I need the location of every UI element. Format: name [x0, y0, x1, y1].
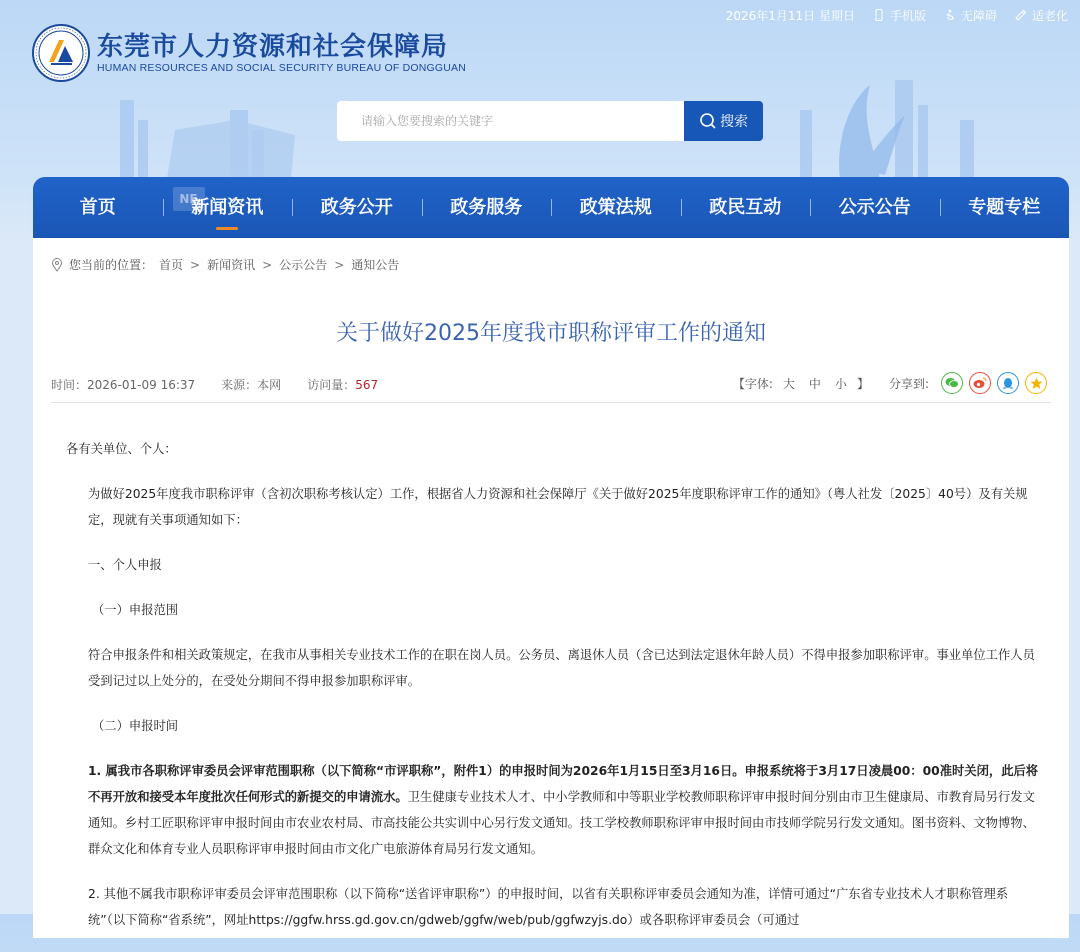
- font-medium-button[interactable]: 中: [808, 376, 821, 391]
- search-input[interactable]: [337, 101, 684, 141]
- share-label: 分享到:: [888, 376, 929, 391]
- share-wechat-button[interactable]: [941, 372, 963, 394]
- wechat-icon: [945, 377, 959, 389]
- publish-time-label: 时间：: [51, 378, 88, 392]
- nav-item-gov-affairs-open[interactable]: [292, 177, 422, 238]
- nav-label: 首页: [79, 197, 116, 218]
- breadcrumb-news[interactable]: 新闻资讯: [207, 258, 256, 272]
- search-icon: [699, 112, 717, 130]
- site-title-en: HUMAN RESOURCES AND SOCIAL SECURITY BUREAU OF DONGGUAN: [97, 61, 467, 74]
- accessibility-icon: [944, 9, 956, 21]
- breadcrumb-prefix: 您当前的位置：: [69, 258, 154, 272]
- article-source: [221, 376, 281, 393]
- article-meta: [51, 376, 378, 393]
- elderly-mode-link[interactable]: [1015, 7, 1068, 24]
- publish-time-value: 2026-01-09 16:37: [87, 378, 196, 392]
- schedule-paragraph-1-bold: 1. 属我市各职称评审委员会评审范围职称（以下简称“市评职称”，附件1）的申报时间为2026年1月15日至3月16日。申报系统将于3月17日凌晨00：00准时关闭，此后将不再开放和接受本年度批次任何形式的新提交的申请流水。: [88, 764, 1039, 804]
- section-heading: 一、个人申报: [88, 558, 162, 572]
- breadcrumb-separator: >: [190, 257, 201, 272]
- breadcrumb-separator: >: [334, 257, 345, 272]
- mobile-version-link[interactable]: [873, 7, 926, 24]
- nav-item-interaction[interactable]: [681, 177, 811, 238]
- schedule-paragraph-1: [66, 758, 1041, 862]
- weibo-icon: [973, 377, 987, 389]
- content-card: [33, 238, 1069, 938]
- search-button[interactable]: [684, 101, 763, 141]
- main-nav: [33, 177, 1069, 238]
- nav-label: 新闻资讯: [191, 197, 264, 218]
- article-tools: [733, 372, 1047, 394]
- breadcrumb-notices[interactable]: 通知公告: [351, 258, 400, 272]
- site-title-cn: 东莞市人力资源和社会保障局: [97, 31, 449, 62]
- location-pin-icon: [51, 258, 63, 272]
- elderly-mode-label: 适老化: [1031, 8, 1068, 23]
- bureau-emblem-icon: [32, 24, 90, 82]
- source-value: 本网: [257, 378, 282, 392]
- schedule-paragraph-1-rest: 卫生健康专业技术人才、中小学教师和中等职业学校教师职称评审申报时间分别由市卫生健康局、市教育局另行发文通知。乡村工匠职称评审申报时间由市农业农村局、市高技能公共实训中心另行发文通知。技工学校教师职称评审申报时间由市技师学院另行发文通知。图书资料、文物博物、群众文化和体育专业人员职称评审申报时间由市文化广电旅游体育局另行发文通知。: [88, 790, 1035, 856]
- font-size-close: 】: [856, 376, 869, 391]
- subsection-heading: （二）申报时间: [92, 719, 179, 733]
- search-button-label: 搜索: [720, 114, 748, 130]
- schedule-paragraph-2: 2. 其他不属我市职称评审委员会评审范围职称（以下简称“送省评审职称”）的申报时间，以省有关职称评审委员会通知为准，详情可通过“广东省专业技术人才职称管理系统”（以下简称“省系统”，网址https://ggfw.hrss.gd.gov.cn/gdweb/ggfw/web/pub/ggfwzyjs.do）或各职称评审委员会（可通过: [88, 887, 1009, 927]
- breadcrumb-announcements[interactable]: 公示公告: [279, 258, 328, 272]
- source-label: 来源：: [221, 378, 258, 392]
- article-body: [66, 436, 1041, 952]
- nav-label: 专题专栏: [968, 197, 1041, 218]
- nav-item-gov-services[interactable]: [422, 177, 552, 238]
- publish-time: [51, 376, 195, 393]
- nav-label: 政务公开: [320, 197, 393, 218]
- view-count: [307, 376, 378, 393]
- nav-item-announcements[interactable]: [810, 177, 940, 238]
- share-weibo-button[interactable]: [969, 372, 991, 394]
- font-small-button[interactable]: 小: [834, 376, 847, 391]
- share-qzone-button[interactable]: [1025, 372, 1047, 394]
- qzone-icon: [1030, 377, 1043, 390]
- meta-divider: [51, 402, 1051, 403]
- nav-item-home[interactable]: [33, 177, 163, 238]
- breadcrumb-home[interactable]: 首页: [159, 258, 184, 272]
- intro-paragraph: 为做好2025年度我市职称评审（含初次职称考核认定）工作，根据省人力资源和社会保障厅《关于做好2025年度职称评审工作的通知》（粤人社发〔2025〕40号）及有关规定，现就有关事项通知如下：: [88, 487, 1028, 527]
- elderly-icon: [1015, 9, 1027, 21]
- current-date: 2026年1月11日 星期日: [725, 8, 855, 23]
- search-bar: [337, 101, 763, 141]
- mobile-version-label: 手机版: [889, 8, 926, 23]
- accessibility-label: 无障碍: [960, 8, 997, 23]
- greeting: 各有关单位、个人：: [66, 442, 177, 456]
- qq-icon: [1002, 377, 1014, 390]
- subsection-heading: （一）申报范围: [92, 603, 179, 617]
- scope-paragraph: 符合申报条件和相关政策规定，在我市从事相关专业技术工作的在职在岗人员。公务员、离退休人员（含已达到法定退休年龄人员）不得申报参加职称评审。事业单位工作人员受到记过以上处分的，在受处分期间不得申报参加职称评审。: [88, 648, 1035, 688]
- breadcrumb: [51, 256, 399, 273]
- news-badge-decoration: NE: [173, 187, 205, 211]
- views-label: 访问量：: [307, 378, 356, 392]
- site-logo[interactable]: [32, 24, 466, 82]
- nav-item-news[interactable]: [163, 177, 293, 238]
- nav-item-policies[interactable]: [551, 177, 681, 238]
- nav-label: 政策法规: [579, 197, 652, 218]
- font-large-button[interactable]: 大: [782, 376, 795, 391]
- nav-label: 政务服务: [450, 197, 523, 218]
- breadcrumb-separator: >: [262, 257, 273, 272]
- views-value: 567: [355, 378, 379, 392]
- mobile-icon: [873, 9, 885, 21]
- active-underline: [216, 227, 238, 230]
- font-size-label: 【字体:: [732, 376, 773, 391]
- nav-item-special-topics[interactable]: [940, 177, 1070, 238]
- share-qq-button[interactable]: [997, 372, 1019, 394]
- article-title: 关于做好2025年度我市职称评审工作的通知: [336, 321, 766, 346]
- nav-label: 政民互动: [709, 197, 782, 218]
- accessibility-link[interactable]: [944, 7, 997, 24]
- top-utility-bar: [726, 6, 1068, 24]
- nav-label: 公示公告: [838, 197, 911, 218]
